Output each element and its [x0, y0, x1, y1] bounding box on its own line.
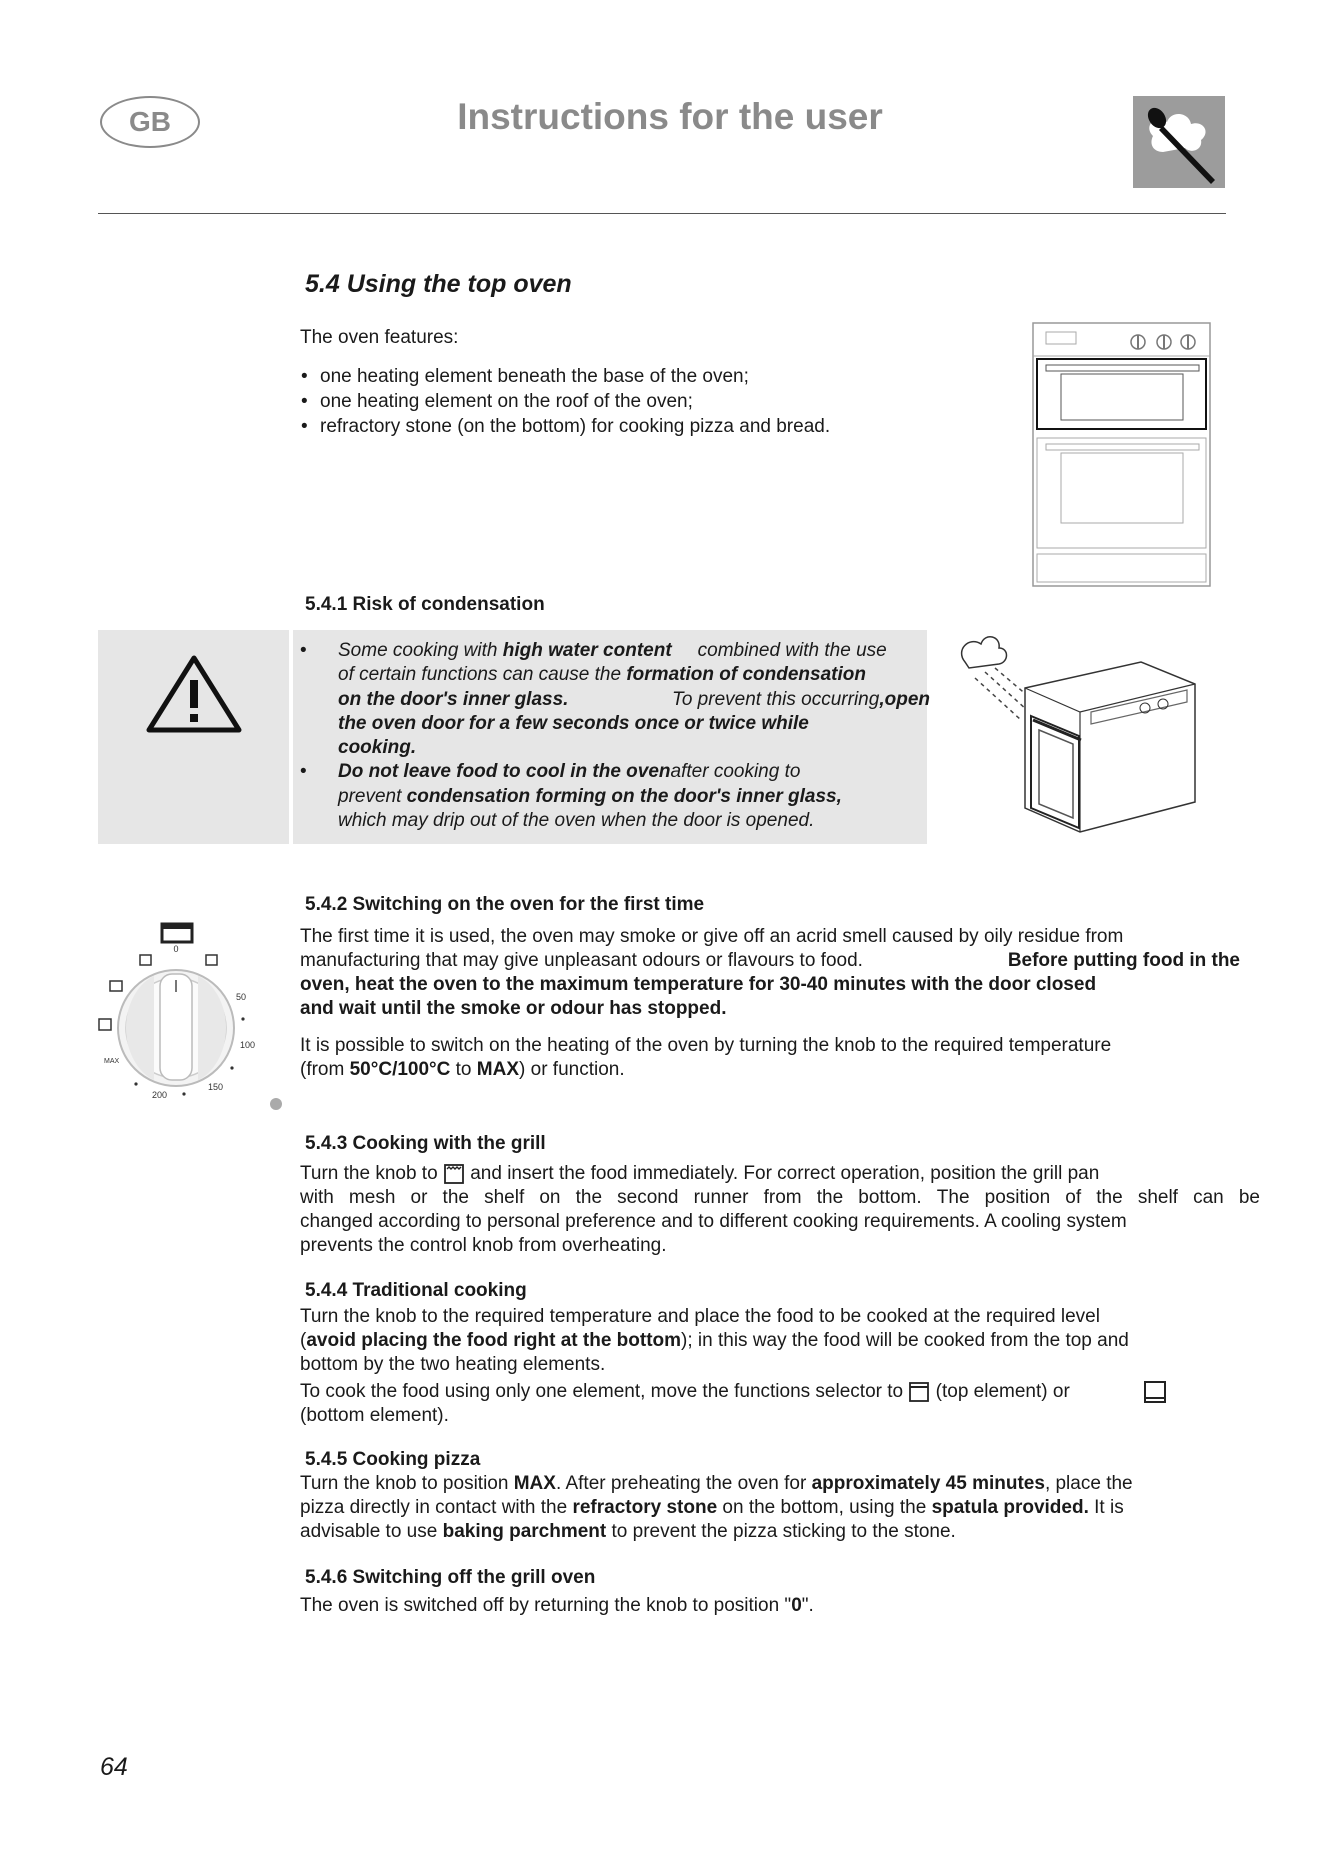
knob-label: 150 — [208, 1082, 224, 1092]
word: mesh — [348, 1187, 396, 1208]
language-badge — [100, 96, 200, 148]
word: on — [539, 1187, 561, 1208]
word: the — [442, 1187, 469, 1208]
word: bottom. — [858, 1187, 922, 1208]
knob-label: MAX — [104, 1058, 120, 1065]
function-knob-illustration — [96, 918, 286, 1123]
section-title: 5.4 Using the top oven — [305, 270, 572, 298]
word: with — [300, 1187, 334, 1208]
word: shelf — [484, 1187, 525, 1208]
switch-off-text: The oven is switched off by returning the knob to position "0". — [300, 1595, 814, 1616]
subsection-title-544: 5.4.4 Traditional cooking — [305, 1280, 527, 1301]
list-item: • one heating element on the roof of the oven; — [298, 389, 898, 414]
word: can — [1193, 1187, 1224, 1208]
features-list — [298, 364, 898, 439]
traditional-cooking-text: Turn the knob to the required temperature and place the food to be cooked at the required level (avoid placing the food right at the bottom); in this way the food will be cooked from the top and bottom by the two heating elements. To cook the food using only one element, move the functions selector to (top element) or (bottom element). — [300, 1305, 1240, 1428]
list-item: • one heating element beneath the base of the oven; — [298, 364, 898, 389]
chef-spoon-icon — [1133, 96, 1225, 188]
word: position — [984, 1187, 1051, 1208]
word: The — [936, 1187, 970, 1208]
section-intro: The oven features: — [300, 327, 459, 348]
word: or — [410, 1187, 428, 1208]
word: runner — [693, 1187, 749, 1208]
word: the — [816, 1187, 844, 1208]
pizza-text: Turn the knob to position MAX. After preheating the oven for approximately 45 minutes, place the pizza directly in contact with the refractory stone on the bottom, using the spatula provided. It is advisable to use baking parchment to prevent the pizza sticking to the stone. — [300, 1473, 1133, 1542]
subsection-title-541: 5.4.1 Risk of condensation — [305, 594, 545, 615]
grill-text: Turn the knob to and insert the food immediately. For correct operation, position the grill pan with mesh or the shelf on the second runner from the bottom. The position of the shelf can be changed according to personal preference and to different cooking requirements. A cooling system prevents the control knob from overheating. — [300, 1163, 1260, 1256]
word: shelf — [1137, 1187, 1178, 1208]
word: be — [1238, 1187, 1260, 1208]
subsection-title-546: 5.4.6 Switching off the grill oven — [305, 1567, 596, 1588]
knob-label: 100 — [240, 1040, 256, 1050]
word: from — [763, 1187, 802, 1208]
word: of — [1065, 1187, 1082, 1208]
word: the — [575, 1187, 603, 1208]
knob-label: 0 — [173, 944, 179, 954]
language-badge-label: GB — [129, 106, 171, 137]
first-use-text: The first time it is used, the oven may smoke or give off an acrid smell caused by oily residue from manufacturing that may give unpleasant odours or flavours to food. Before putting food in the oven, heat the oven to the maximum temperature for 30-40 minutes with the door closed and wait until the smoke or odour has stopped. — [300, 926, 1240, 1019]
condensation-warning-text: • Some cooking with high water content combined with the use of certain functions can cause the formation of condensation on the door's inner glass. To prevent this occurring,open the oven door for a few seconds once or twice while cooking. • Do not leave food to cool in the oven after cooking to prevent condensation forming on the door's inner glass, which may drip out of the oven when the door is opened. — [300, 640, 930, 832]
bottom-element-icon — [1143, 1380, 1167, 1404]
top-element-icon — [908, 1381, 930, 1403]
subsection-title-542: 5.4.2 Switching on the oven for the first time — [305, 894, 705, 915]
word: second — [617, 1187, 679, 1208]
list-item: • refractory stone (on the bottom) for cooking pizza and bread. — [298, 414, 898, 439]
page-number: 64 — [100, 1753, 128, 1781]
warning-triangle-icon — [98, 630, 289, 844]
knob-label: 200 — [152, 1090, 168, 1100]
double-oven-illustration — [1032, 322, 1212, 593]
page-header-title: Instructions for the user — [457, 96, 883, 137]
chef-spoon-logo — [1133, 96, 1225, 188]
knob-label: 50 — [236, 992, 247, 1002]
oven-steam-illustration — [955, 632, 1200, 847]
header-divider — [98, 213, 1226, 214]
word: the — [1096, 1187, 1123, 1208]
subsection-title-545: 5.4.5 Cooking pizza — [305, 1449, 481, 1470]
subsection-title-543: 5.4.3 Cooking with the grill — [305, 1133, 546, 1154]
warning-panel — [98, 630, 289, 844]
temperature-text: It is possible to switch on the heating of the oven by turning the knob to the required temperature (from 50°C/100°C to MAX) or function. — [300, 1035, 1112, 1080]
grill-icon — [443, 1163, 465, 1185]
